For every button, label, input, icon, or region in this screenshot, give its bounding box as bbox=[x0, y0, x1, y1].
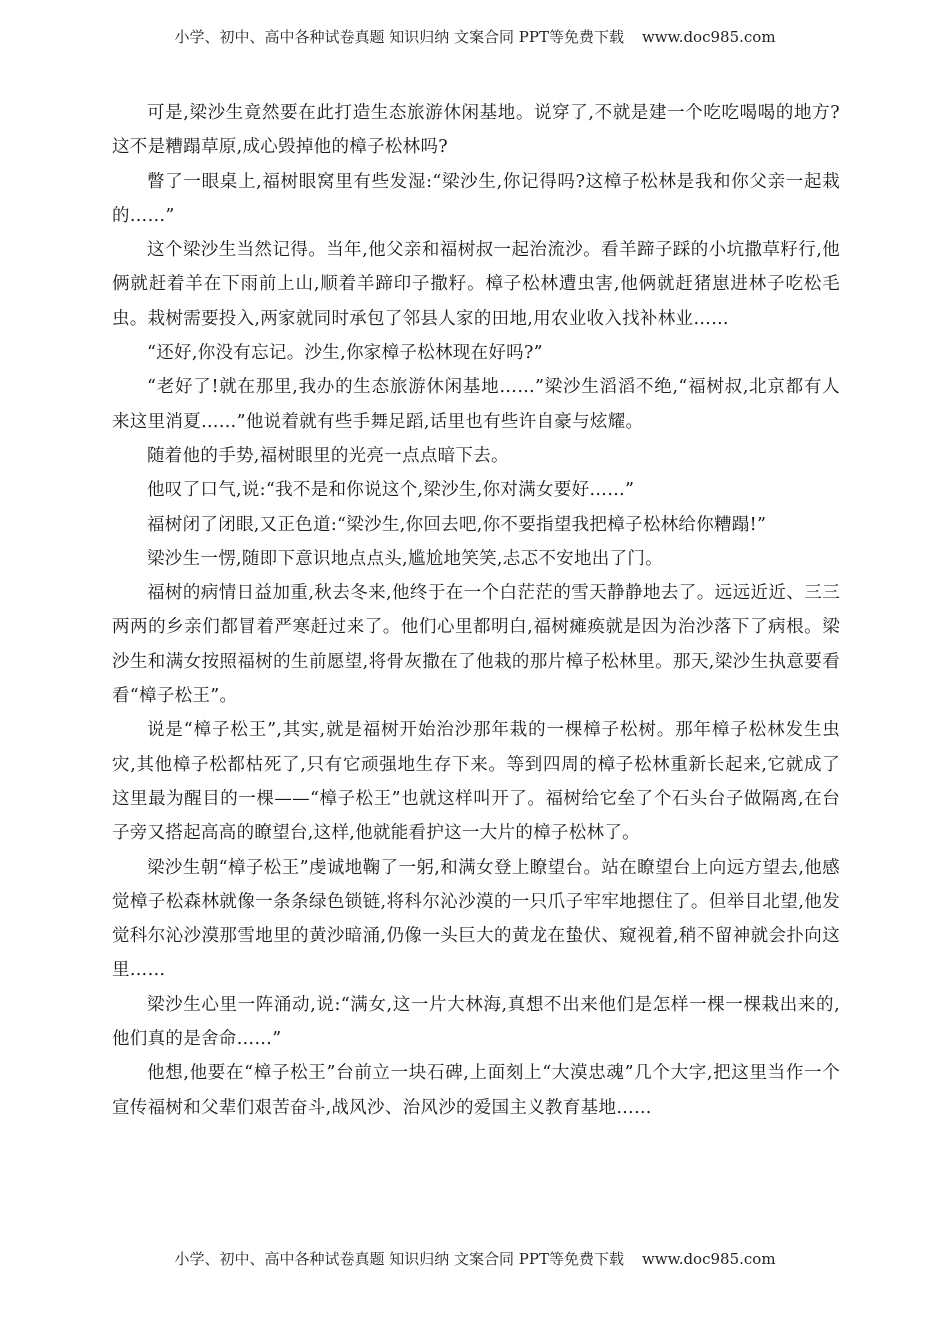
paragraph: 这个梁沙生当然记得。当年,他父亲和福树叔一起治流沙。看羊蹄子踩的小坑撒草籽行,他俩就赶着羊在下雨前上山,顺着羊蹄印子撒籽。樟子松林遭虫害,他俩就赶猪崽进林子吃松毛虫。栽树需要投入,两家就同时承包了邻县人家的田地,用农业收入找补林业…… bbox=[112, 240, 840, 329]
article-body bbox=[112, 96, 840, 1125]
paragraph: 可是,梁沙生竟然要在此打造生态旅游休闲基地。说穿了,不就是建一个吃吃喝喝的地方?这不是糟蹋草原,成心毁掉他的樟子松林吗? bbox=[112, 103, 840, 158]
paragraph: “老好了!就在那里,我办的生态旅游休闲基地……”梁沙生滔滔不绝,“福树叔,北京都有人来这里消夏……”他说着就有些手舞足蹈,话里也有些许自豪与炫耀。 bbox=[112, 377, 840, 432]
paragraph: 他叹了口气,说:“我不是和你说这个,梁沙生,你对满女要好……” bbox=[147, 480, 635, 501]
paragraph: 梁沙生朝“樟子松王”虔诚地鞠了一躬,和满女登上瞭望台。站在瞭望台上向远方望去,他感觉樟子松森林就像一条条绿色锁链,将科尔沁沙漠的一只爪子牢牢地摁住了。但举目北望,他发觉科尔沁沙漠那雪地里的黄沙暗涌,仍像一头巨大的黄龙在蛰伏、窥视着,稍不留神就会扑向这里…… bbox=[112, 857, 840, 981]
paragraph: 说是“樟子松王”,其实,就是福树开始治沙那年栽的一棵樟子松树。那年樟子松林发生虫灾,其他樟子松都枯死了,只有它顽强地生存下来。等到四周的樟子松林重新长起来,它就成了这里最为醒目的一棵——“樟子松王”也就这样叫开了。福树给它垒了个石头台子做隔离,在台子旁又搭起高高的瞭望台,这样,他就能看护这一大片的樟子松林了。 bbox=[112, 720, 840, 844]
paragraph: “还好,你没有忘记。沙生,你家樟子松林现在好吗?” bbox=[147, 343, 543, 364]
page-footer bbox=[0, 1248, 950, 1269]
footer-banner-text: 小学、初中、高中各种试卷真题 知识归纳 文案合同 PPT等免费下载 bbox=[174, 1250, 624, 1268]
page-header bbox=[0, 26, 950, 47]
header-site-url[interactable]: www.doc985.com bbox=[641, 28, 776, 46]
paragraph: 梁沙生一愣,随即下意识地点点头,尴尬地笑笑,忐忑不安地出了门。 bbox=[147, 548, 663, 569]
header-banner-text: 小学、初中、高中各种试卷真题 知识归纳 文案合同 PPT等免费下载 bbox=[174, 28, 624, 46]
paragraph: 随着他的手势,福树眼里的光亮一点点暗下去。 bbox=[147, 445, 509, 466]
paragraph: 梁沙生心里一阵涌动,说:“满女,这一片大林海,真想不出来他们是怎样一棵一棵栽出来的,他们真的是舍命……” bbox=[112, 994, 840, 1050]
paragraph: 福树闭了闭眼,又正色道:“梁沙生,你回去吧,你不要指望我把樟子松林给你糟蹋!” bbox=[147, 514, 767, 535]
paragraph: 瞥了一眼桌上,福树眼窝里有些发湿:“梁沙生,你记得吗?这樟子松林是我和你父亲一起栽的……” bbox=[112, 171, 840, 226]
paragraph: 他想,他要在“樟子松王”台前立一块石碑,上面刻上“大漠忠魂”几个大字,把这里当作一个宣传福树和父辈们艰苦奋斗,战风沙、治风沙的爱国主义教育基地…… bbox=[112, 1063, 840, 1118]
footer-site-url[interactable]: www.doc985.com bbox=[641, 1250, 776, 1268]
paragraph: 福树的病情日益加重,秋去冬来,他终于在一个白茫茫的雪天静静地去了。远远近近、三三两两的乡亲们都冒着严寒赶过来了。他们心里都明白,福树瘫痪就是因为治沙落下了病根。梁沙生和满女按照福树的生前愿望,将骨灰撒在了他栽的那片樟子松林里。那天,梁沙生执意要看看“樟子松王”。 bbox=[112, 583, 840, 707]
